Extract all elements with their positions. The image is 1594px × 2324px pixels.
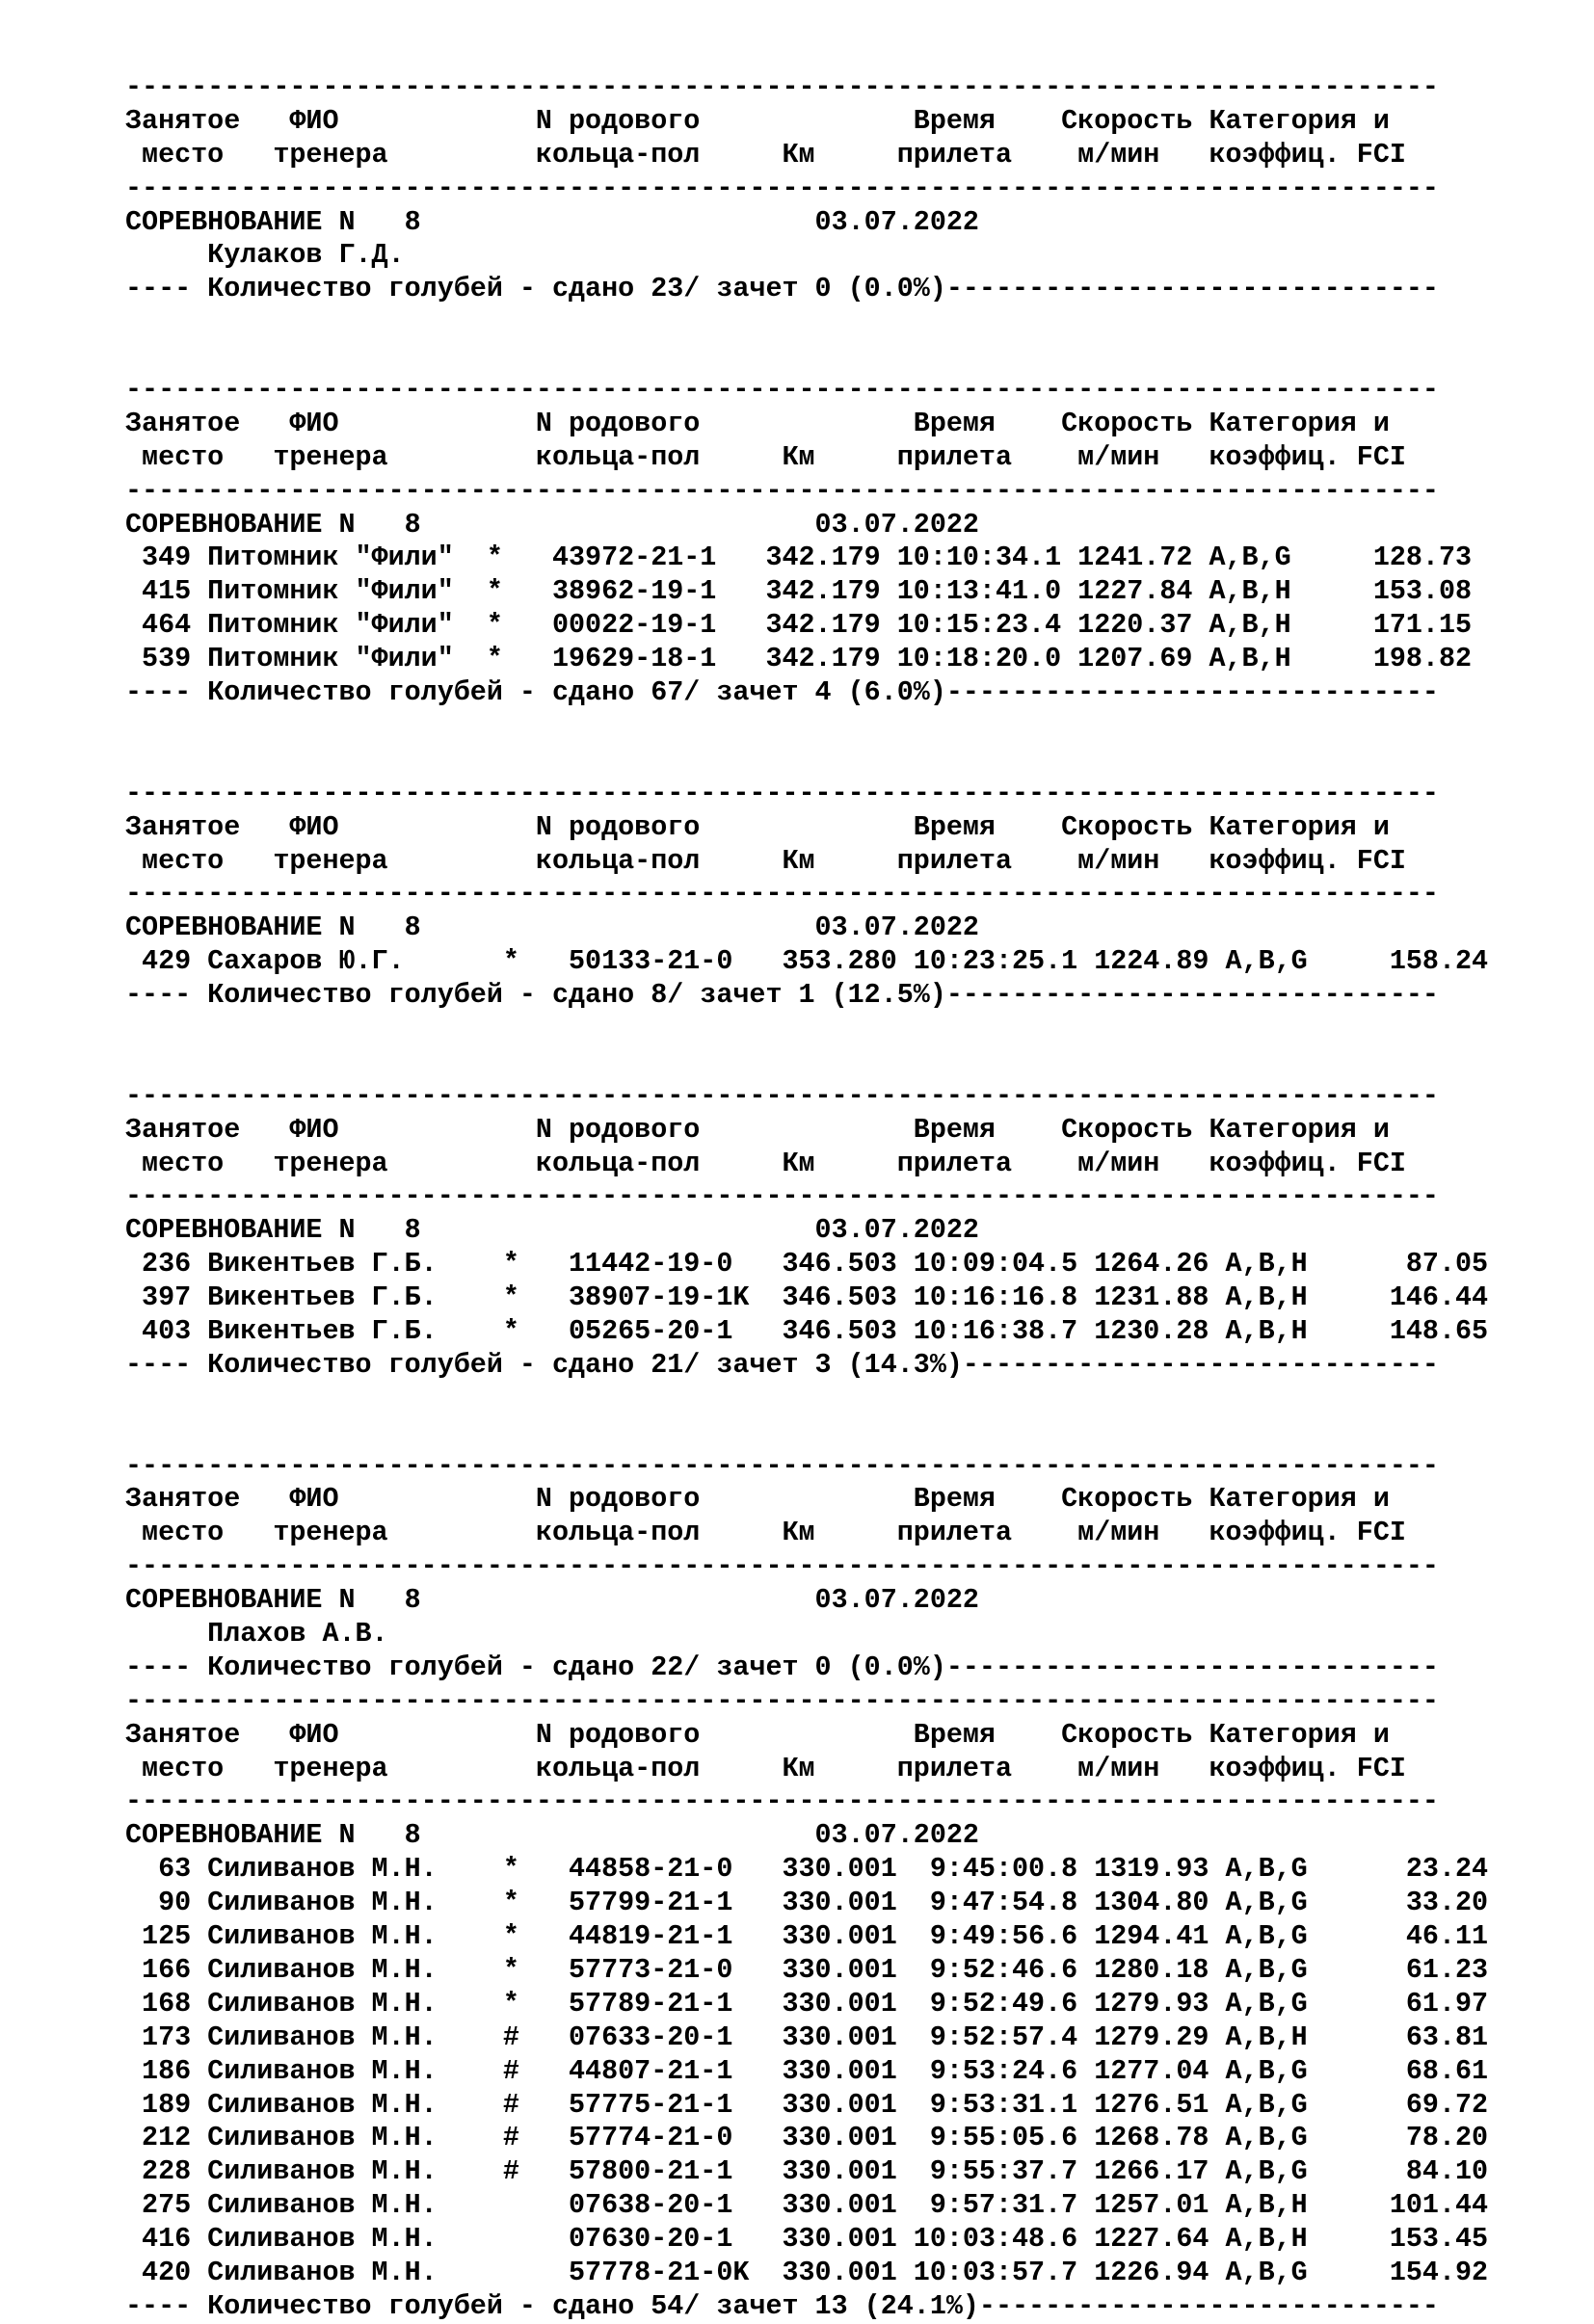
column-header-line1: Занятое ФИО N родового Время Скорость Категория и — [125, 1113, 1390, 1146]
result-row: 212 Силиванов М.Н. # 57774-21-0 330.001 9:55:05.6 1268.78 A,B,G 78.20 — [125, 2122, 1489, 2154]
result-row: 228 Силиванов М.Н. # 57800-21-1 330.001 9:55:37.7 1266.17 A,B,G 84.10 — [125, 2155, 1489, 2188]
section-gap — [125, 710, 1488, 778]
column-header-line2: место тренера кольца-пол Км прилета м/мин коэффиц. FCI — [125, 1752, 1406, 1784]
pigeon-count-summary: ---- Количество голубей - сдано 8/ зачет 1 (12.5%)------------------------------ — [125, 979, 1439, 1012]
result-row: 420 Силиванов М.Н. 57778-21-0K 330.001 10:03:57.7 1226.94 A,B,G 154.92 — [125, 2256, 1489, 2288]
competition-title: СОРЕВНОВАНИЕ N 8 03.07.2022 — [125, 508, 979, 541]
competition-title: СОРЕВНОВАНИЕ N 8 03.07.2022 — [125, 1214, 979, 1247]
separator-line: -------------------------------------------------------------------------------- — [125, 1785, 1439, 1818]
competition-title: СОРЕВНОВАНИЕ N 8 03.07.2022 — [125, 1819, 979, 1852]
column-header-line2: место тренера кольца-пол Км прилета м/мин коэффиц. FCI — [125, 1147, 1406, 1179]
result-row: Кулаков Г.Д. — [125, 239, 405, 272]
result-row: 166 Силиванов М.Н. * 57773-21-0 330.001 9:52:46.6 1280.18 A,B,G 61.23 — [125, 1953, 1489, 1986]
race-results-report — [125, 71, 1488, 2324]
column-header-line1: Занятое ФИО N родового Время Скорость Категория и — [125, 104, 1390, 137]
column-header-line2: место тренера кольца-пол Км прилета м/мин коэффиц. FCI — [125, 1517, 1406, 1549]
result-row: 275 Силиванов М.Н. 07638-20-1 330.001 9:57:31.7 1257.01 A,B,H 101.44 — [125, 2189, 1489, 2222]
result-row: 464 Питомник "Фили" * 00022-19-1 342.179 10:15:23.4 1220.37 A,B,H 171.15 — [125, 609, 1473, 642]
column-header-line1: Занятое ФИО N родового Время Скорость Категория и — [125, 1718, 1390, 1751]
separator-line: -------------------------------------------------------------------------------- — [125, 1180, 1439, 1213]
result-row: 416 Силиванов М.Н. 07630-20-1 330.001 10:03:48.6 1227.64 A,B,H 153.45 — [125, 2223, 1489, 2256]
result-row: 397 Викентьев Г.Б. * 38907-19-1K 346.503 10:16:16.8 1231.88 A,B,H 146.44 — [125, 1281, 1489, 1314]
pigeon-count-summary: ---- Количество голубей - сдано 22/ зачет 0 (0.0%)------------------------------ — [125, 1651, 1439, 1683]
pigeon-count-summary: ---- Количество голубей - сдано 54/ зачет 13 (24.1%)---------------------------- — [125, 2289, 1439, 2322]
separator-line: -------------------------------------------------------------------------------- — [125, 1449, 1439, 1482]
separator-line: -------------------------------------------------------------------------------- — [125, 1550, 1439, 1583]
column-header-line1: Занятое ФИО N родового Время Скорость Категория и — [125, 1483, 1390, 1516]
column-header-line2: место тренера кольца-пол Км прилета м/мин коэффиц. FCI — [125, 844, 1406, 877]
separator-line: -------------------------------------------------------------------------------- — [125, 878, 1439, 911]
column-header-line2: место тренера кольца-пол Км прилета м/мин коэффиц. FCI — [125, 440, 1406, 473]
separator-line: -------------------------------------------------------------------------------- — [125, 777, 1439, 809]
result-row: 125 Силиванов М.Н. * 44819-21-1 330.001 9:49:56.6 1294.41 A,B,G 46.11 — [125, 1920, 1489, 1953]
result-row: 63 Силиванов М.Н. * 44858-21-0 330.001 9:45:00.8 1319.93 A,B,G 23.24 — [125, 1853, 1489, 1886]
section-gap — [125, 306, 1488, 374]
competition-title: СОРЕВНОВАНИЕ N 8 03.07.2022 — [125, 911, 979, 944]
separator-line: -------------------------------------------------------------------------------- — [125, 1079, 1439, 1112]
separator-line: -------------------------------------------------------------------------------- — [125, 172, 1439, 204]
competition-title: СОРЕВНОВАНИЕ N 8 03.07.2022 — [125, 1584, 979, 1617]
result-row: 168 Силиванов М.Н. * 57789-21-1 330.001 9:52:49.6 1279.93 A,B,G 61.97 — [125, 1987, 1489, 2020]
result-row: 186 Силиванов М.Н. # 44807-21-1 330.001 9:53:24.6 1277.04 A,B,G 68.61 — [125, 2054, 1489, 2087]
result-row: 173 Силиванов М.Н. # 07633-20-1 330.001 9:52:57.4 1279.29 A,B,H 63.81 — [125, 2020, 1489, 2053]
separator-line: -------------------------------------------------------------------------------- — [125, 71, 1439, 103]
section-gap — [125, 1383, 1488, 1450]
section-gap — [125, 1013, 1488, 1080]
pigeon-count-summary: ---- Количество голубей - сдано 21/ зачет 3 (14.3%)----------------------------- — [125, 1348, 1439, 1381]
column-header-line2: место тренера кольца-пол Км прилета м/мин коэффиц. FCI — [125, 138, 1406, 171]
pigeon-count-summary: ---- Количество голубей - сдано 67/ зачет 4 (6.0%)------------------------------ — [125, 676, 1439, 709]
result-row: 415 Питомник "Фили" * 38962-19-1 342.179 10:13:41.0 1227.84 A,B,H 153.08 — [125, 575, 1473, 608]
result-row: 403 Викентьев Г.Б. * 05265-20-1 346.503 10:16:38.7 1230.28 A,B,H 148.65 — [125, 1315, 1489, 1347]
result-row: 429 Сахаров Ю.Г. * 50133-21-0 353.280 10:23:25.1 1224.89 A,B,G 158.24 — [125, 945, 1489, 978]
result-row: 236 Викентьев Г.Б. * 11442-19-0 346.503 10:09:04.5 1264.26 A,B,H 87.05 — [125, 1248, 1489, 1281]
column-header-line1: Занятое ФИО N родового Время Скорость Категория и — [125, 810, 1390, 843]
result-row: 189 Силиванов М.Н. # 57775-21-1 330.001 9:53:31.1 1276.51 A,B,G 69.72 — [125, 2088, 1489, 2121]
result-row: 539 Питомник "Фили" * 19629-18-1 342.179 10:18:20.0 1207.69 A,B,H 198.82 — [125, 643, 1473, 675]
competition-title: СОРЕВНОВАНИЕ N 8 03.07.2022 — [125, 205, 979, 238]
separator-line: -------------------------------------------------------------------------------- — [125, 474, 1439, 507]
separator-line: -------------------------------------------------------------------------------- — [125, 374, 1439, 407]
separator-line: -------------------------------------------------------------------------------- — [125, 1684, 1439, 1717]
result-row: 349 Питомник "Фили" * 43972-21-1 342.179 10:10:34.1 1241.72 A,B,G 128.73 — [125, 541, 1473, 574]
column-header-line1: Занятое ФИО N родового Время Скорость Категория и — [125, 407, 1390, 439]
result-row: Плахов А.В. — [125, 1618, 388, 1651]
result-row: 90 Силиванов М.Н. * 57799-21-1 330.001 9:47:54.8 1304.80 A,B,G 33.20 — [125, 1887, 1489, 1919]
pigeon-count-summary: ---- Количество голубей - сдано 23/ зачет 0 (0.0%)------------------------------ — [125, 273, 1439, 305]
